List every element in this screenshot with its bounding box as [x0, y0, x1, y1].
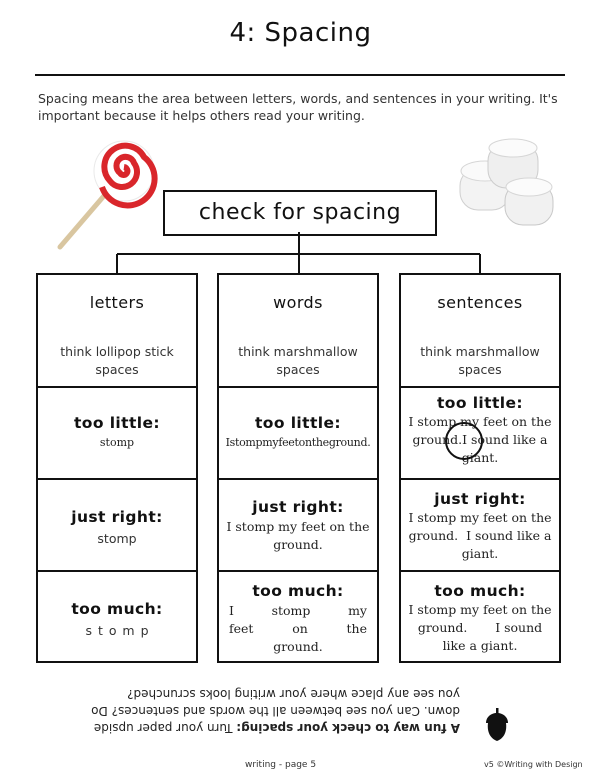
tree-connector	[0, 232, 601, 276]
letters-too-little-label: too little:	[74, 414, 160, 432]
letters-too-much-text: s t o m p	[85, 623, 149, 638]
words-too-much-label: too much:	[252, 582, 344, 600]
words-too-little-label: too little:	[255, 414, 341, 432]
words-just-right-label: just right:	[252, 498, 344, 516]
words-header-text: words	[273, 293, 323, 312]
words-too-little	[219, 386, 377, 478]
letters-too-little-text: stomp	[99, 436, 135, 449]
words-hint: think marshmallow spaces	[238, 344, 358, 377]
letters-hint: think lollipop stick spaces	[60, 344, 174, 377]
letters-header-text: letters	[89, 293, 145, 312]
intro-text: Spacing means the area between letters, words, and sentences in your writing. It's important because it helps others read your writing.	[38, 91, 558, 123]
letters-too-much-label: too much:	[71, 600, 163, 618]
words-just-right-text: I stomp my feet on the ground.	[226, 519, 370, 552]
sentences-too-little-text: I stomp my feet on the ground.I sound like a giant.	[408, 414, 552, 465]
sentences-just-right-text: I stomp my feet on the ground. I sound like a giant.	[408, 510, 556, 561]
page-number: writing - page 5	[245, 760, 317, 770]
page-title: 4: Spacing	[229, 18, 372, 48]
sentences-hint: think marshmallow spaces	[420, 344, 540, 377]
words-header	[219, 293, 377, 312]
sentences-header	[401, 293, 559, 312]
letters-just-right-label: just right:	[71, 508, 163, 526]
sentences-column	[399, 273, 561, 663]
words-too-much-text: I stomp my feet on the ground.	[229, 603, 391, 654]
upside-down-tip	[70, 685, 460, 736]
letters-too-much	[38, 570, 196, 662]
words-too-much	[219, 570, 391, 662]
words-column	[217, 273, 391, 663]
letters-just-right-text: stomp	[97, 531, 137, 546]
letters-too-little	[38, 386, 196, 478]
sentences-too-much	[401, 570, 559, 662]
tip-text: Turn your paper upside down. Can you see between all the words and sentences? Do you see any place where your writing looks scrunched?	[91, 687, 460, 735]
letters-header	[38, 293, 196, 312]
marshmallows-image	[450, 138, 560, 233]
acorn-icon	[484, 708, 510, 742]
sentences-just-right-label: just right:	[434, 490, 526, 508]
spacing-circle-mark	[445, 422, 483, 460]
tip-bold: A fun way to check your spacing:	[236, 721, 460, 735]
words-just-right	[219, 478, 377, 570]
credit-text: v5 ©Writing with Design	[484, 760, 583, 769]
check-for-spacing-heading: check for spacing	[163, 190, 437, 236]
letters-just-right	[38, 478, 196, 570]
letters-column	[36, 273, 198, 663]
title-divider	[35, 74, 565, 76]
words-too-little-text: Istompmyfeetontheground.	[225, 436, 371, 449]
sentences-just-right	[401, 478, 559, 570]
sentences-too-little-label: too little:	[437, 394, 523, 412]
sentences-too-much-label: too much:	[434, 582, 526, 600]
sentences-header-text: sentences	[437, 293, 523, 312]
sentences-too-much-text: I stomp my feet on the ground. I sound like a giant.	[408, 602, 556, 653]
